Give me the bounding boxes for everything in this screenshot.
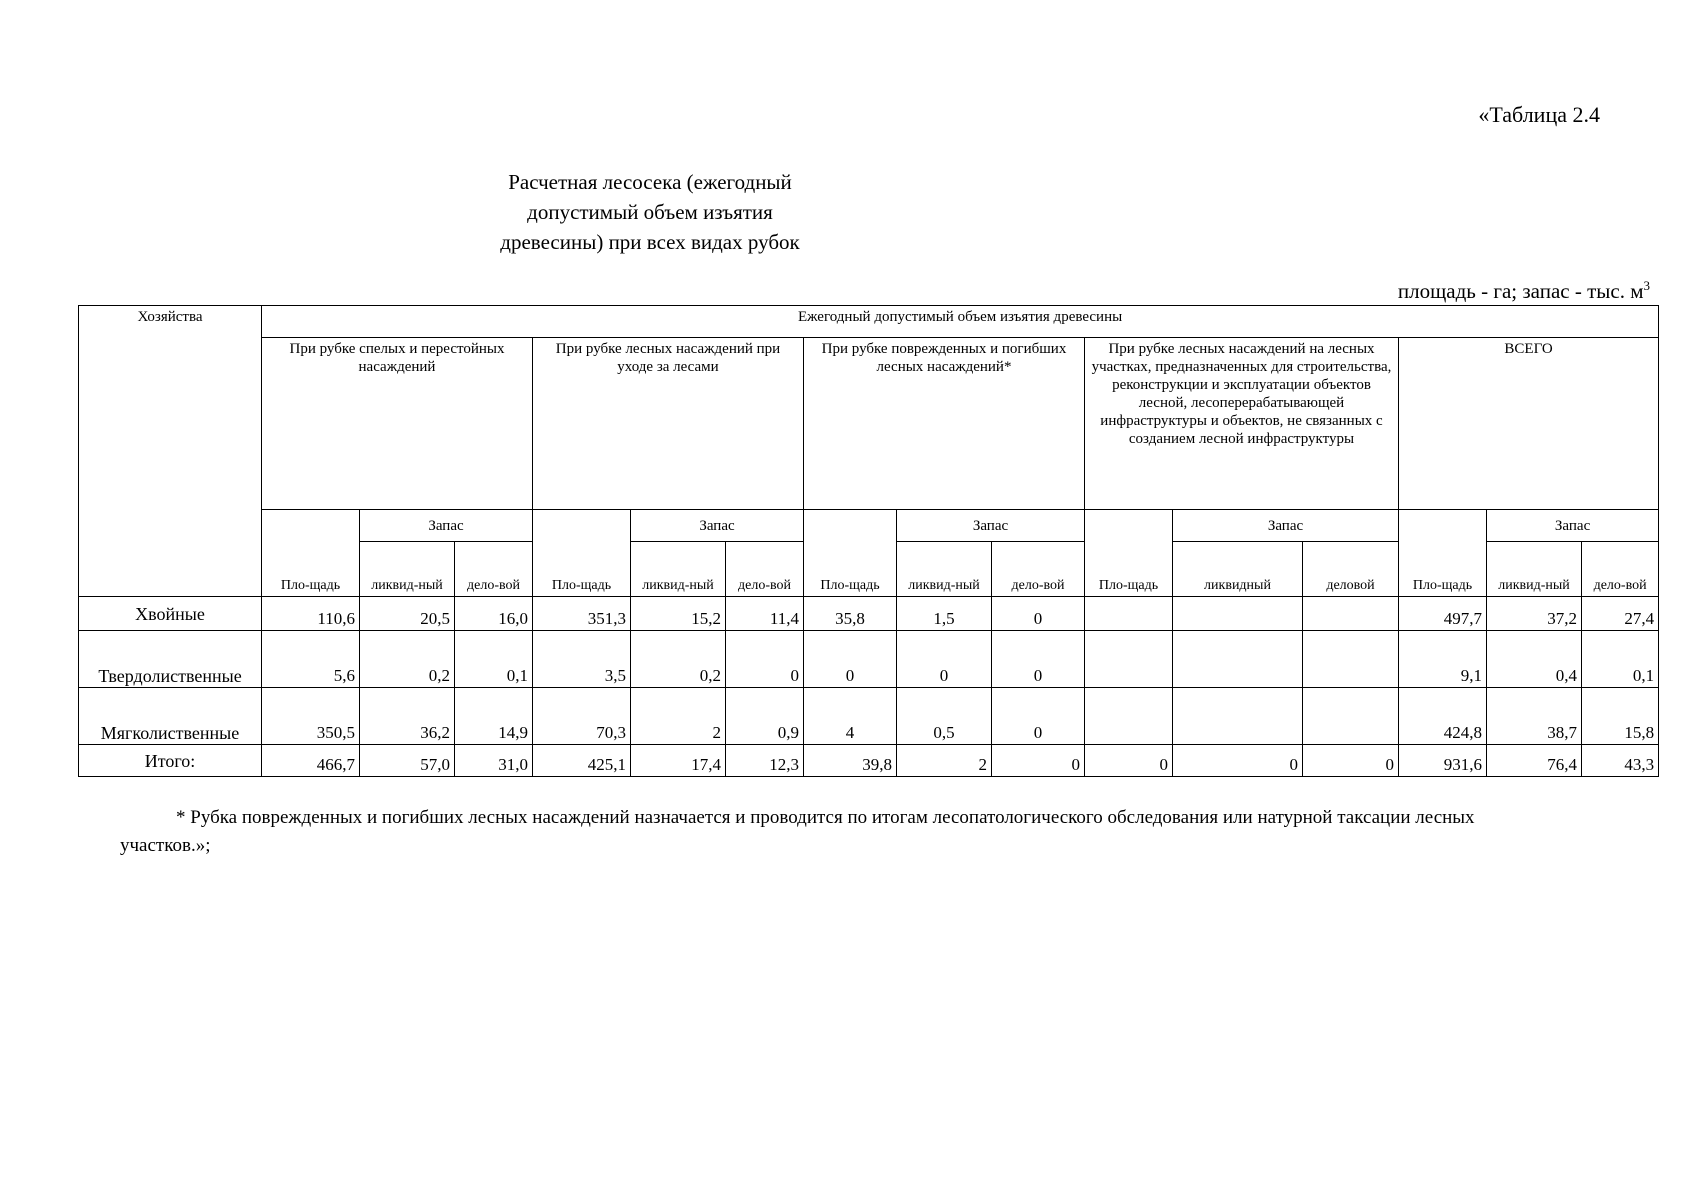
- subheader-business: дело-вой: [455, 542, 533, 597]
- zapas-header: Запас: [631, 510, 804, 542]
- cell: 17,4: [631, 745, 726, 777]
- cell: 0: [1303, 745, 1399, 777]
- table-row-total: [79, 745, 1659, 777]
- row-name: Мягколиственные: [79, 688, 262, 745]
- cell: 35,8: [804, 597, 897, 631]
- cell: 37,2: [1487, 597, 1582, 631]
- cell: 27,4: [1582, 597, 1659, 631]
- title-line-2: древесины) при всех видах рубок: [500, 230, 800, 254]
- cell: 110,6: [262, 597, 360, 631]
- cell: [1173, 597, 1303, 631]
- cell: 2: [897, 745, 992, 777]
- cell: 11,4: [726, 597, 804, 631]
- cell: 4: [804, 688, 897, 745]
- group-header-care: При рубке лесных насаждений при уходе за лесами: [533, 338, 804, 510]
- cell: 57,0: [360, 745, 455, 777]
- table-reference: «Таблица 2.4: [1478, 102, 1600, 127]
- cell: 0,1: [455, 631, 533, 688]
- cell: 0: [992, 597, 1085, 631]
- subheader-area: Пло-щадь: [804, 510, 897, 597]
- cell: 0,9: [726, 688, 804, 745]
- cell: 0: [804, 631, 897, 688]
- cell: 0: [992, 688, 1085, 745]
- footnote: * Рубка поврежденных и погибших лесных насаждений назначается и проводится по итогам лесопатологического обследования или натурной таксации лесных участков.»;: [120, 807, 1475, 856]
- cell: 0: [726, 631, 804, 688]
- group-header-construction: При рубке лесных насаждений на лесных участках, предназначенных для строительства, реконструкции и эксплуатации объектов лесной, лесоперерабатывающей инфраструктуры и объектов, не связанных с созданием лесной инфраструктуры: [1085, 338, 1399, 510]
- subheader-liquid: ликвидный: [1173, 542, 1303, 597]
- subheader-liquid: ликвид-ный: [360, 542, 455, 597]
- cell: 76,4: [1487, 745, 1582, 777]
- cell: [1173, 631, 1303, 688]
- cell: 1,5: [897, 597, 992, 631]
- units-superscript: 3: [1643, 278, 1650, 293]
- cell: 466,7: [262, 745, 360, 777]
- cell: [1085, 597, 1173, 631]
- cell: 0,2: [360, 631, 455, 688]
- cell: 351,3: [533, 597, 631, 631]
- subheader-area: Пло-щадь: [1399, 510, 1487, 597]
- zapas-header: Запас: [1173, 510, 1399, 542]
- subheader-liquid: ликвид-ный: [897, 542, 992, 597]
- cell: 0: [1173, 745, 1303, 777]
- cell: 0: [992, 631, 1085, 688]
- zapas-header: Запас: [360, 510, 533, 542]
- cell: 497,7: [1399, 597, 1487, 631]
- row-name: Твердолиственные: [79, 631, 262, 688]
- cell: 3,5: [533, 631, 631, 688]
- group-header-mature: При рубке спелых и перестойных насаждений: [262, 338, 533, 510]
- cell: 0: [992, 745, 1085, 777]
- subheader-area: Пло-щадь: [1085, 510, 1173, 597]
- cell: 43,3: [1582, 745, 1659, 777]
- header-main: Ежегодный допустимый объем изъятия древесины: [262, 306, 1659, 338]
- cell: 9,1: [1399, 631, 1487, 688]
- cell: 350,5: [262, 688, 360, 745]
- cell: 0,2: [631, 631, 726, 688]
- cell: 931,6: [1399, 745, 1487, 777]
- cell: 31,0: [455, 745, 533, 777]
- table-row: [79, 688, 1659, 745]
- zapas-header: Запас: [897, 510, 1085, 542]
- cell: 14,9: [455, 688, 533, 745]
- header-farm: Хозяйства: [79, 306, 262, 597]
- subheader-business: дело-вой: [992, 542, 1085, 597]
- cell: 2: [631, 688, 726, 745]
- cell: 5,6: [262, 631, 360, 688]
- zapas-header: Запас: [1487, 510, 1659, 542]
- row-name: Хвойные: [79, 597, 262, 631]
- harvest-table: [78, 305, 1659, 777]
- cell: 39,8: [804, 745, 897, 777]
- cell: 0,5: [897, 688, 992, 745]
- cell: 38,7: [1487, 688, 1582, 745]
- document-title: [450, 167, 850, 257]
- row-name: Итого:: [79, 745, 262, 777]
- cell: 16,0: [455, 597, 533, 631]
- subheader-area: Пло-щадь: [262, 510, 360, 597]
- subheader-liquid: ликвид-ный: [631, 542, 726, 597]
- table-row: [79, 631, 1659, 688]
- units-text: площадь - га; запас - тыс. м: [1397, 279, 1644, 303]
- cell: [1085, 631, 1173, 688]
- title-line-1: Расчетная лесосека (ежегодный допустимый объем изъятия: [508, 170, 792, 224]
- cell: 425,1: [533, 745, 631, 777]
- cell: 0: [897, 631, 992, 688]
- subheader-business: деловой: [1303, 542, 1399, 597]
- cell: [1085, 688, 1173, 745]
- cell: [1303, 597, 1399, 631]
- group-header-total: ВСЕГО: [1399, 338, 1659, 510]
- cell: 0: [1085, 745, 1173, 777]
- cell: 15,2: [631, 597, 726, 631]
- table-row: [79, 597, 1659, 631]
- cell: 0,4: [1487, 631, 1582, 688]
- cell: 70,3: [533, 688, 631, 745]
- group-header-damaged: При рубке поврежденных и погибших лесных насаждений*: [804, 338, 1085, 510]
- subheader-business: дело-вой: [726, 542, 804, 597]
- subheader-business: дело-вой: [1582, 542, 1659, 597]
- cell: 12,3: [726, 745, 804, 777]
- cell: 20,5: [360, 597, 455, 631]
- subheader-liquid: ликвид-ный: [1487, 542, 1582, 597]
- cell: [1303, 631, 1399, 688]
- cell: 15,8: [1582, 688, 1659, 745]
- cell: [1173, 688, 1303, 745]
- units-note: [1180, 278, 1650, 304]
- cell: [1303, 688, 1399, 745]
- subheader-area: Пло-щадь: [533, 510, 631, 597]
- cell: 36,2: [360, 688, 455, 745]
- cell: 424,8: [1399, 688, 1487, 745]
- cell: 0,1: [1582, 631, 1659, 688]
